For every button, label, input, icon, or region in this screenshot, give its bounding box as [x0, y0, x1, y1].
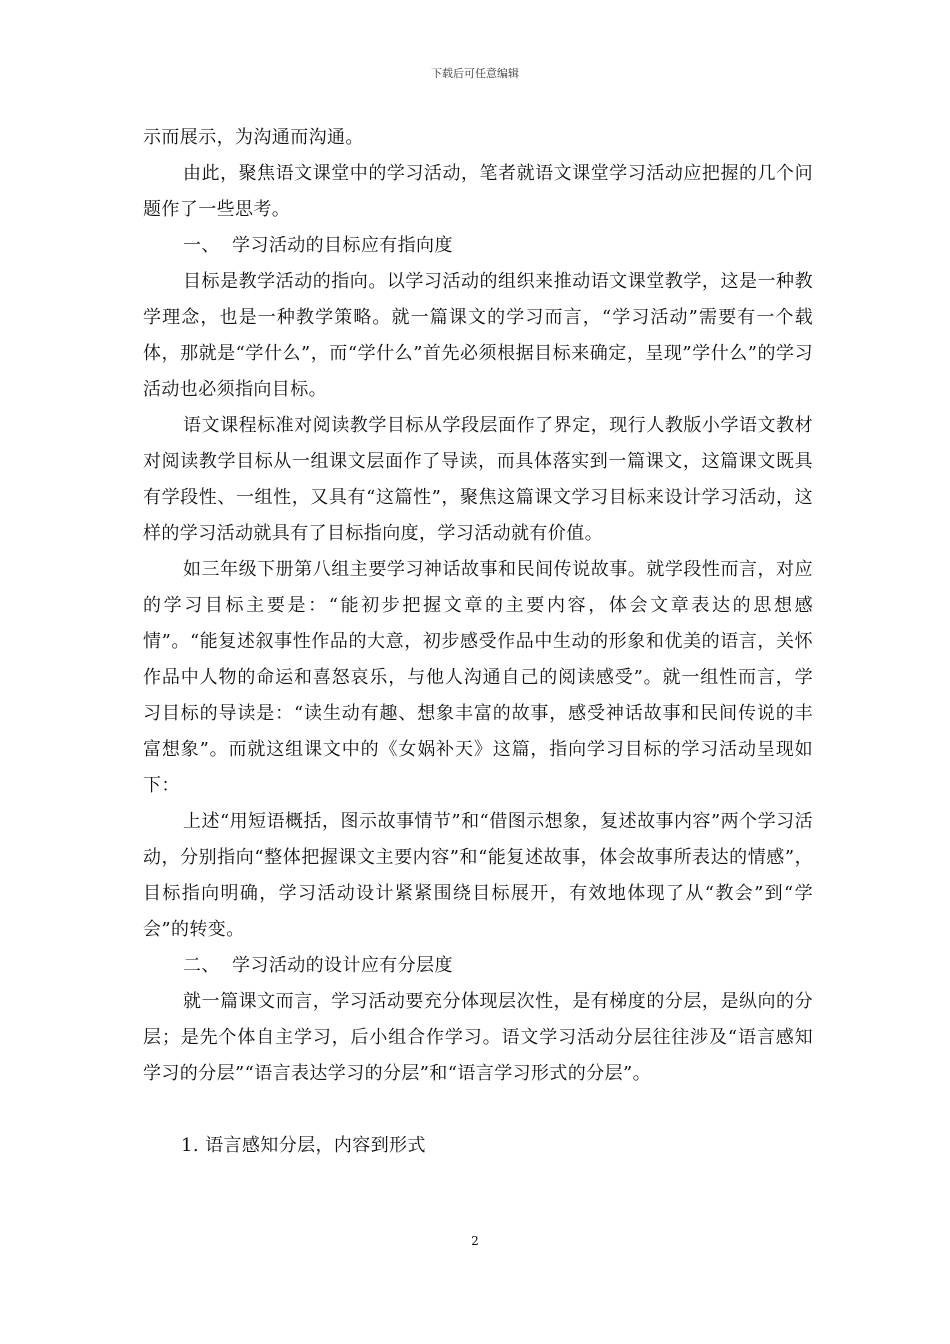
paragraph-1: 示而展示，为沟通而沟通。 [143, 127, 364, 148]
paragraph-2: 由此，聚焦语文课堂中的学习活动，笔者就语文课堂学习活动应把握的几个问题作了一些思考。 [143, 163, 813, 220]
blank-line [143, 1092, 813, 1128]
paragraph-4: 语文课程标准对阅读教学目标从学段层面作了界定，现行人教版小学语文教材对阅读教学目标从一组课文层面作了导读，而具体落实到一篇课文，这篇课文既具有学段性、一组性，又具有“这篇性”，聚焦这篇课文学习目标来设计学习活动，这样的学习活动就具有了目标指向度，学习活动就有价值。 [143, 415, 813, 544]
section-heading-2: 二、 学习活动的设计应有分层度 [183, 955, 453, 976]
paragraph-5: 如三年级下册第八组主要学习神话故事和民间传说故事。就学段性而言，对应的学习目标主要是：“能初步把握文章的主要内容，体会文章表达的思想感情”。“能复述叙事性作品的大意，初步感受作品中生动的形象和优美的语言，关怀作品中人物的命运和喜怒哀乐，与他人沟通自己的阅读感受”。就一组性而言，学习目标的导读是：“读生动有趣、想象丰富的故事，感受神话故事和民间传说的丰富想象”。而就这组课文中的《女娲补天》这篇，指向学习目标的学习活动呈现如下： [143, 559, 813, 796]
subsection-heading-1: 1. 语言感知分层，内容到形式 [181, 1135, 426, 1156]
section-heading-1: 一、 学习活动的目标应有指向度 [183, 235, 453, 256]
page-header: 下载后可任意编辑 [431, 67, 519, 80]
document-body [143, 120, 813, 1164]
paragraph-3: 目标是教学活动的指向。以学习活动的组织来推动语文课堂教学，这是一种教学理念，也是一种教学策略。就一篇课文的学习而言，“学习活动”需要有一个载体，那就是“学什么”，而“学什么”首先必须根据目标来确定，呈现”学什么”的学习活动也必须指向目标。 [143, 271, 813, 400]
page-number: 2 [471, 1234, 479, 1248]
paragraph-6: 上述“用短语概括，图示故事情节”和“借图示想象，复述故事内容”两个学习活动，分别指向“整体把握课文主要内容”和“能复述故事，体会故事所表达的情感”，目标指向明确，学习活动设计紧紧围绕目标展开，有效地体现了从“教会”到“学会”的转变。 [143, 811, 813, 940]
paragraph-7: 就一篇课文而言，学习活动要充分体现层次性，是有梯度的分层，是纵向的分层；是先个体自主学习，后小组合作学习。语文学习活动分层往往涉及“语言感知学习的分层”“语言表达学习的分层”和“语言学习形式的分层”。 [143, 991, 813, 1084]
